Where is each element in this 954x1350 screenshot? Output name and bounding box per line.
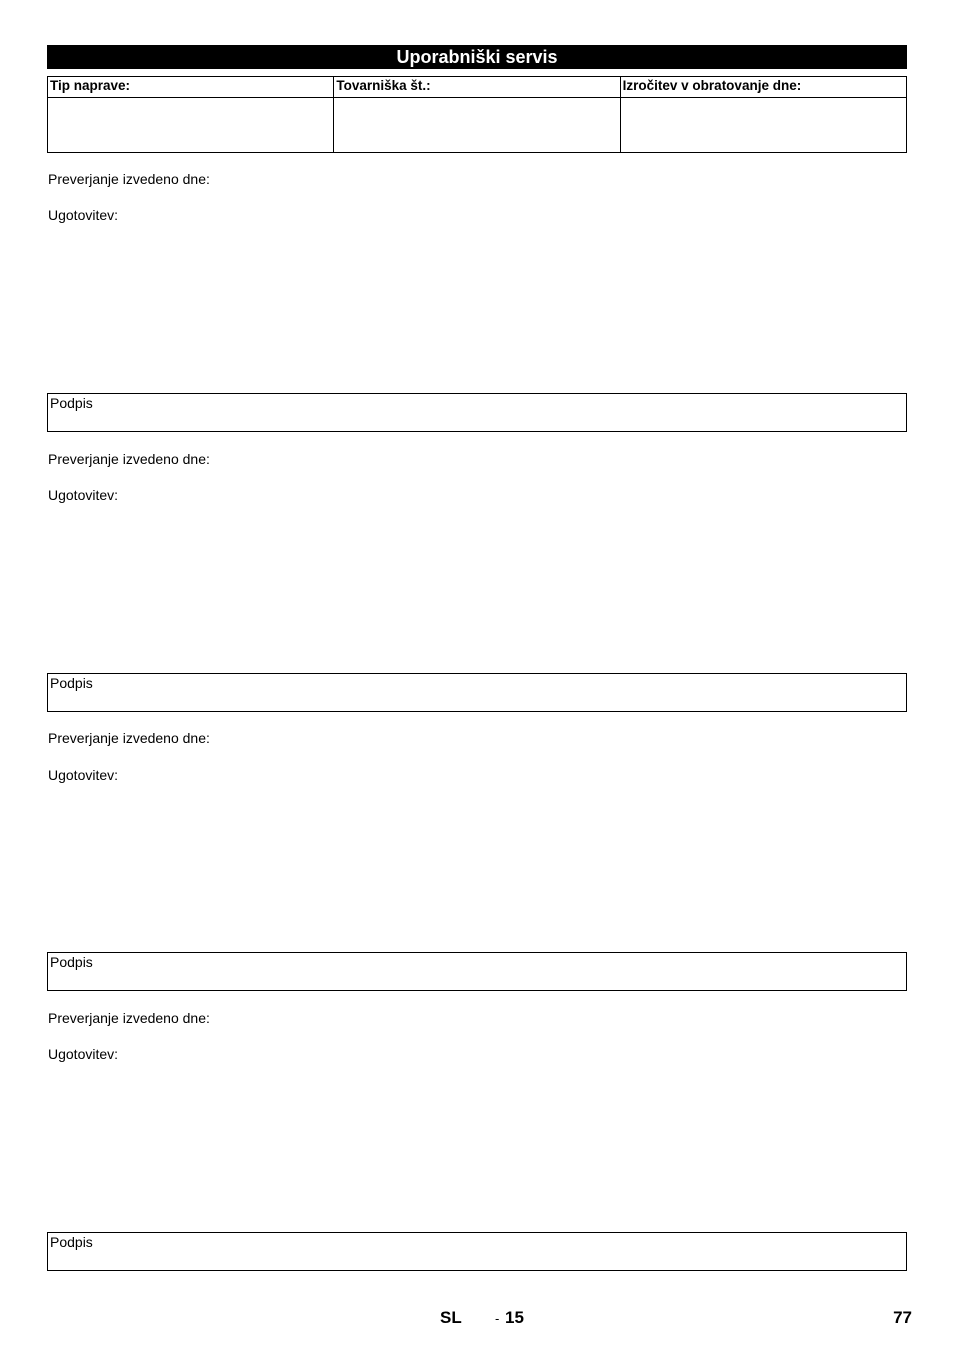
inspection-date-label: Preverjanje izvedeno dne:: [48, 730, 210, 746]
signature-label: Podpis: [50, 675, 93, 691]
commissioning-date-cell[interactable]: [620, 98, 906, 153]
page-title: Uporabniški servis: [47, 45, 907, 69]
signature-box[interactable]: [47, 1232, 907, 1271]
column-header-serial-number: Tovarniška št.:: [334, 77, 620, 98]
device-type-cell[interactable]: [48, 98, 334, 153]
inspection-date-label: Preverjanje izvedeno dne:: [48, 171, 210, 187]
inspection-date-label: Preverjanje izvedeno dne:: [48, 451, 210, 467]
inspection-date-label: Preverjanje izvedeno dne:: [48, 1010, 210, 1026]
signature-box[interactable]: [47, 952, 907, 991]
footer-language: SL: [440, 1308, 462, 1327]
device-info-table: [47, 76, 907, 153]
signature-label: Podpis: [50, 1234, 93, 1250]
finding-label: Ugotovitev:: [48, 767, 119, 783]
signature-label: Podpis: [50, 954, 93, 970]
table-header-row: [48, 77, 907, 98]
table-value-row: [48, 98, 907, 153]
finding-label: Ugotovitev:: [48, 207, 119, 223]
signature-box[interactable]: [47, 393, 907, 432]
finding-label: Ugotovitev:: [48, 1046, 119, 1062]
footer-dash: -: [495, 1311, 500, 1326]
footer-page-number: 77: [893, 1308, 912, 1327]
finding-label: Ugotovitev:: [48, 487, 119, 503]
signature-box[interactable]: [47, 673, 907, 712]
column-header-device-type: Tip naprave:: [48, 77, 334, 98]
column-header-commissioning-date: Izročitev v obratovanje dne:: [620, 77, 906, 98]
footer-section-page: 15: [505, 1308, 524, 1327]
serial-number-cell[interactable]: [334, 98, 620, 153]
signature-label: Podpis: [50, 395, 93, 411]
